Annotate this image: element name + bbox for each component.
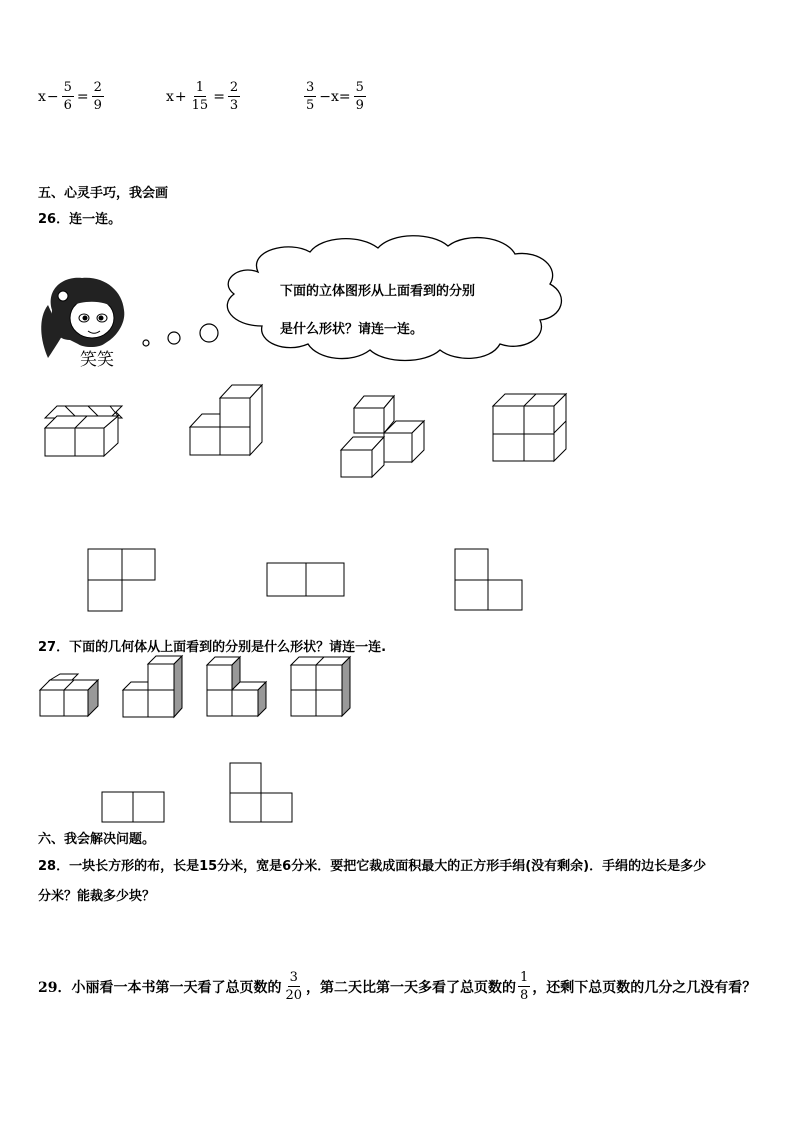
eq3-op: −x= bbox=[319, 88, 351, 105]
q27-solid-2[interactable] bbox=[123, 656, 182, 717]
eq2-var: x bbox=[166, 88, 174, 105]
q27-solid-1[interactable] bbox=[40, 674, 98, 716]
q29-prefix: 29．小丽看一本书第一天看了总页数的 bbox=[38, 979, 282, 996]
eq1-op: − bbox=[46, 88, 59, 105]
section5-heading: 五、心灵手巧，我会画 bbox=[38, 186, 169, 201]
q29 bbox=[38, 970, 756, 1003]
q27-solid-3[interactable] bbox=[207, 657, 266, 716]
eq1-frac-a: $\frac{5}{6}$ bbox=[63, 80, 72, 113]
q27-title: 27．下面的几何体从上面看到的分别是什么形状？请连一连. bbox=[38, 640, 387, 655]
q28-line2: 分米？能裁多少块？ bbox=[38, 889, 156, 904]
q27-view-2[interactable] bbox=[230, 763, 292, 822]
section6-heading: 六、我会解决问题。 bbox=[38, 832, 156, 847]
bubble-text-line2: 是什么形状？请连一连。 bbox=[280, 322, 424, 337]
q27-view-1[interactable] bbox=[102, 792, 164, 822]
q26-title: 26．连一连。 bbox=[38, 212, 122, 227]
q28-line1: 28．一块长方形的布，长是15分米，宽是6分米．要把它裁成面积最大的正方形手绢(没有剩余)．手绢的边长是多少 bbox=[38, 859, 707, 874]
q29-middle: ，第二天比第一天多看了总页数的 bbox=[306, 979, 517, 996]
bubble-text-line1: 下面的立体图形从上面看到的分别 bbox=[280, 284, 476, 299]
eq1-frac-b: $\frac{2}{9}$ bbox=[93, 80, 102, 113]
q27-solid-4[interactable] bbox=[291, 657, 350, 716]
eq2-op: + bbox=[174, 88, 187, 105]
q29-suffix: ，还剩下总页数的几分之几没有看？ bbox=[532, 979, 757, 996]
eq3-frac-b: $\frac{5}{9}$ bbox=[355, 80, 364, 113]
eq3-frac-a: $\frac{3}{5}$ bbox=[306, 80, 315, 113]
girl-label: 笑笑 bbox=[80, 350, 114, 370]
eq2-frac-a: $\frac{1}{15}$ bbox=[191, 80, 209, 113]
eq1-equals: = bbox=[76, 88, 89, 105]
eq2-frac-b: $\frac{2}{3}$ bbox=[229, 80, 239, 113]
eq1-var: x bbox=[38, 88, 46, 105]
q29-frac2: $\frac{1}{8}$ bbox=[520, 970, 529, 1003]
q29-frac1: $\frac{3}{20}$ bbox=[285, 970, 303, 1003]
eq2-equals: = bbox=[213, 88, 225, 105]
